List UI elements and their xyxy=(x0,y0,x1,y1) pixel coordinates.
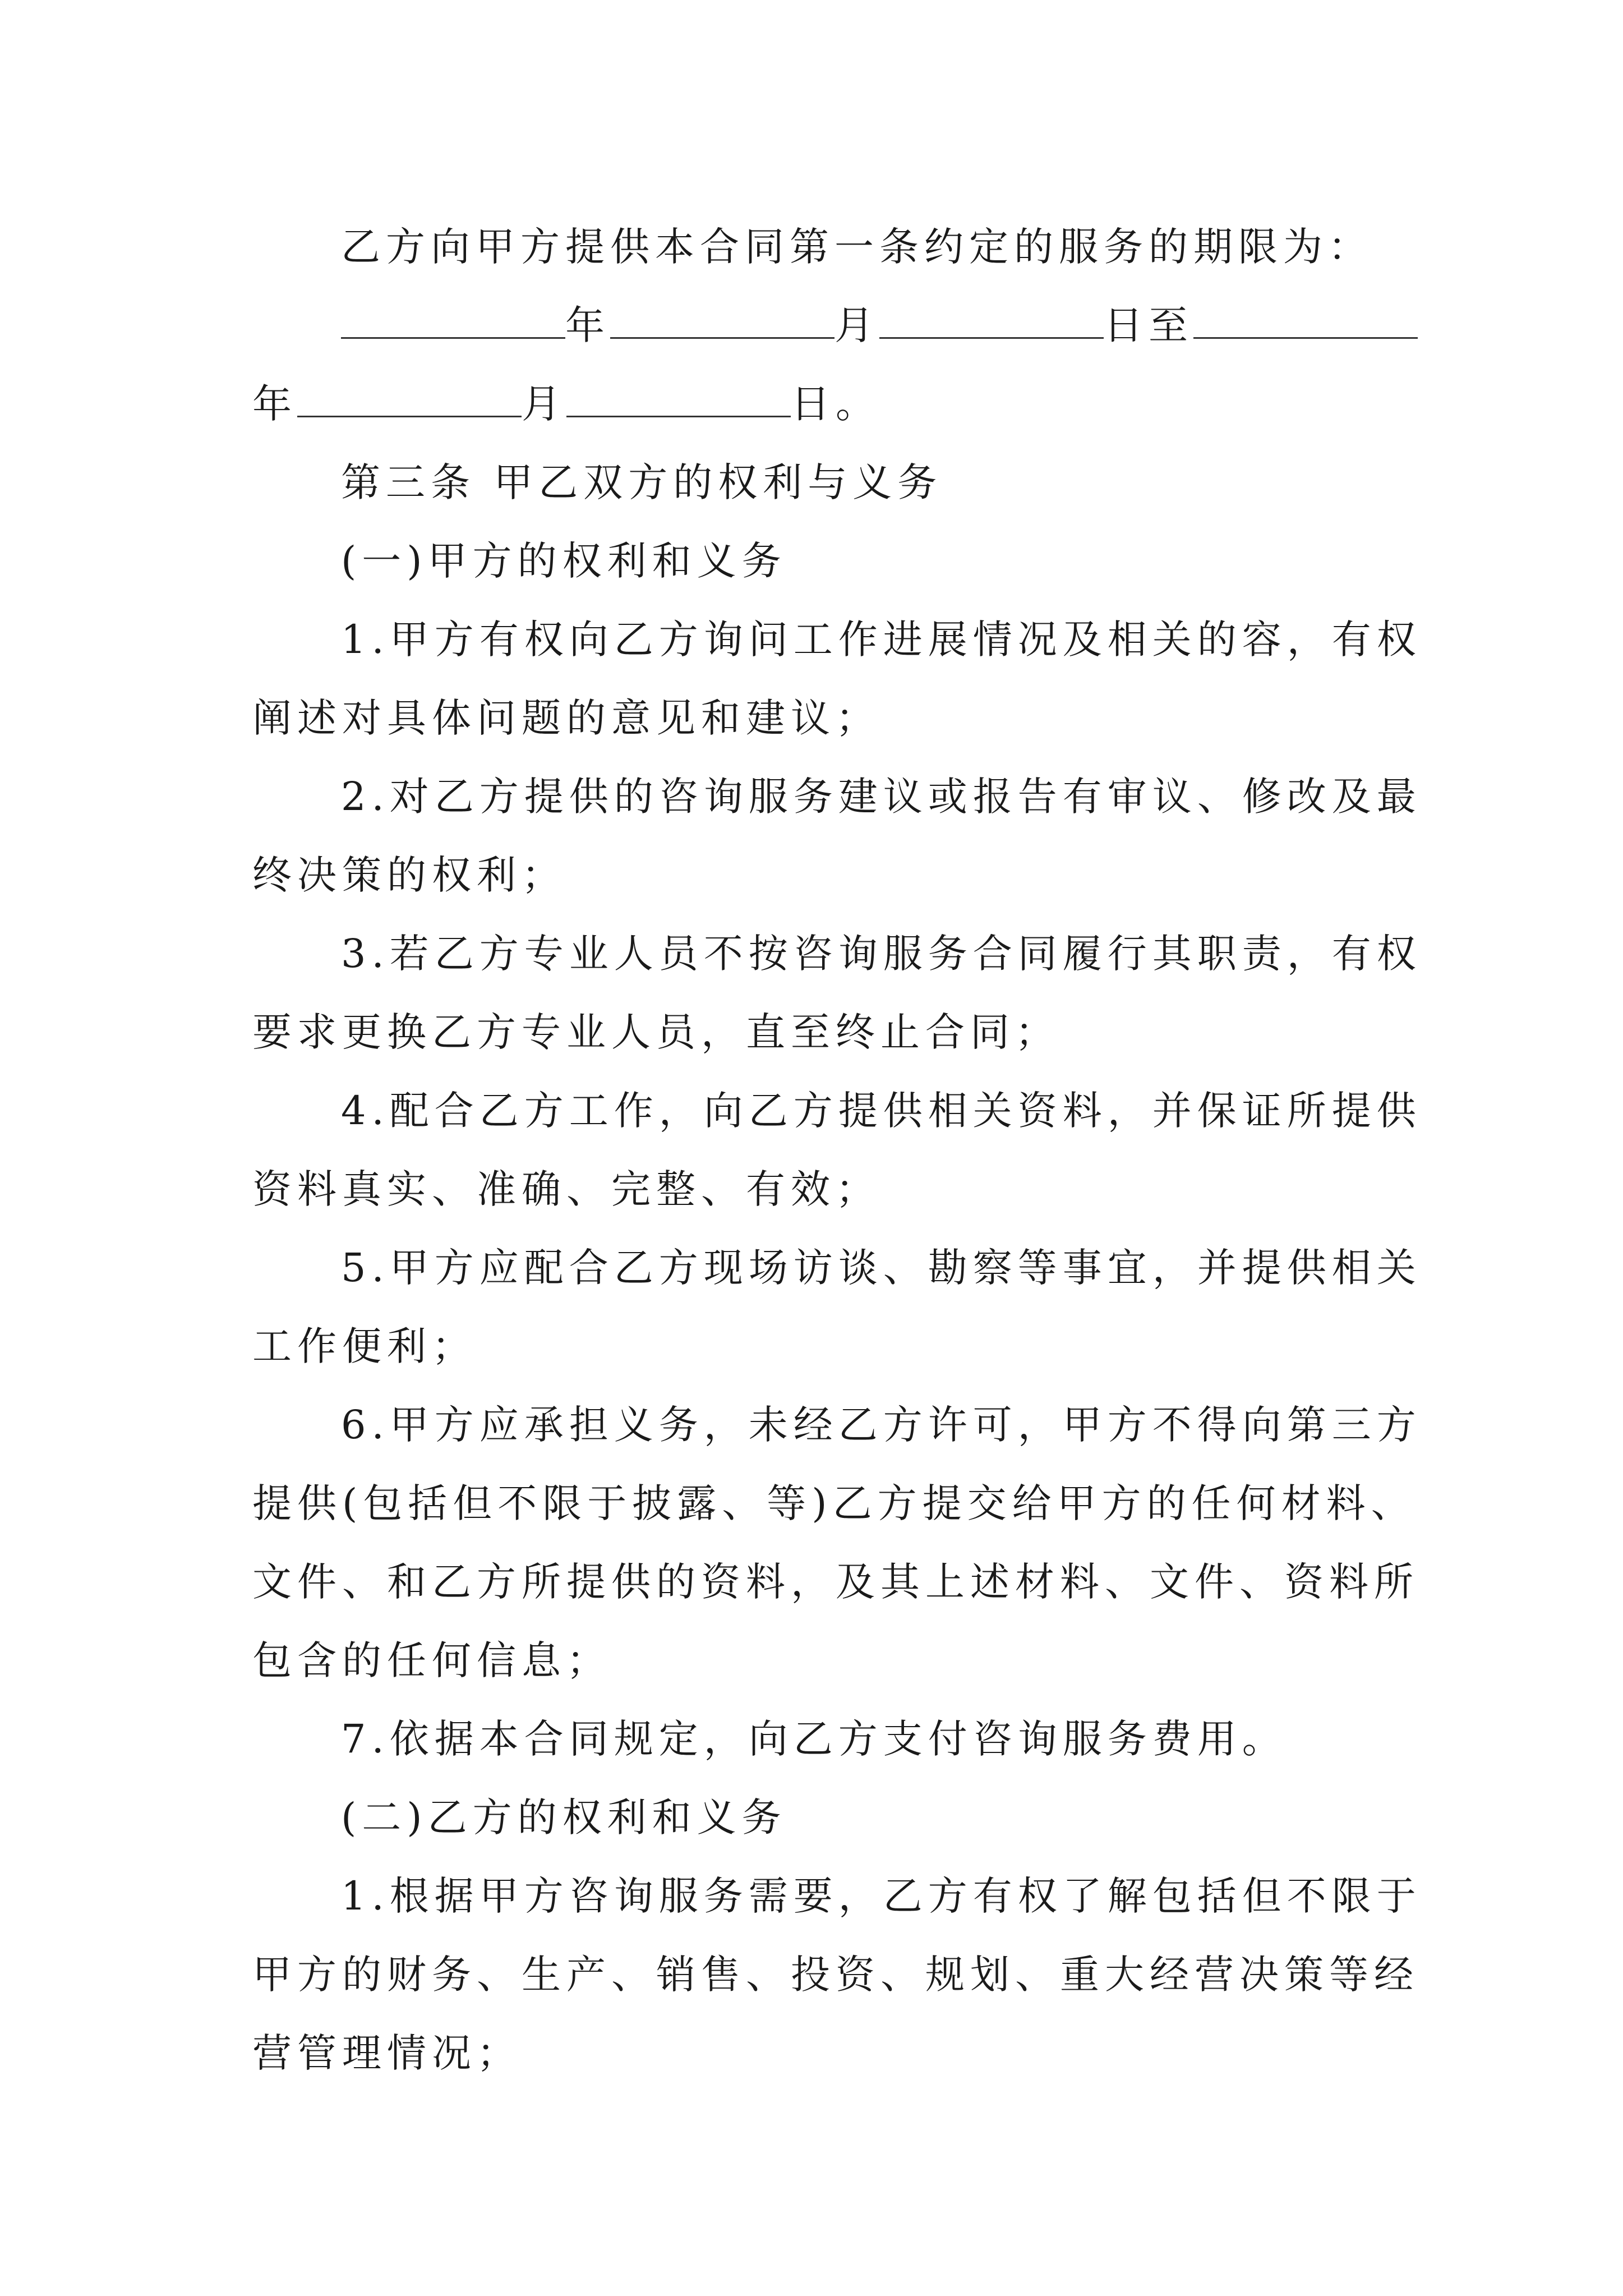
party-a-item-5-line-1: 5.甲方应配合乙方现场访谈、勘察等事宜，并提供相关 xyxy=(341,1245,1422,1291)
party-a-item-6-line-3: 文件、和乙方所提供的资料，及其上述材料、文件、资料所 xyxy=(252,1559,1419,1605)
year-label: 年 xyxy=(565,302,610,348)
party-a-item-5-line-2: 工作便利； xyxy=(252,1323,477,1369)
date-range-line-2 xyxy=(252,379,880,429)
party-a-item-1-line-1: 1.甲方有权向乙方询问工作进展情况及相关的容，有权 xyxy=(341,616,1422,662)
party-a-heading xyxy=(341,536,787,586)
end-day-label: 日。 xyxy=(791,381,880,427)
party-b-item-1-line-1: 1.根据甲方咨询服务需要，乙方有权了解包括但不限于 xyxy=(341,1873,1422,1919)
party-a-item-3-line-2: 要求更换乙方专业人员，直至终止合同； xyxy=(252,1009,1060,1055)
month-label: 月 xyxy=(834,302,879,348)
party-a-item-7-line-1: 7.依据本合同规定，向乙方支付咨询服务费用。 xyxy=(341,1716,1287,1762)
start-year-blank[interactable] xyxy=(341,305,565,339)
end-year-blank[interactable] xyxy=(1193,305,1418,339)
party-b-heading xyxy=(341,1792,787,1843)
year-label-2: 年 xyxy=(252,381,297,427)
party-a-item-6-line-1: 6.甲方应承担义务，未经乙方许可，甲方不得向第三方 xyxy=(341,1402,1422,1448)
party-a-item-3-line-1: 3.若乙方专业人员不按咨询服务合同履行其职责，有权 xyxy=(341,931,1422,977)
party-b-item-1-line-2: 甲方的财务、生产、销售、投资、规划、重大经营决策等经 xyxy=(252,1952,1419,1998)
end-month-blank[interactable] xyxy=(297,383,522,417)
article-3-title-text: 第三条 甲乙双方的权利与义务 xyxy=(341,459,943,505)
intro-line xyxy=(341,222,1373,272)
intro-text: 乙方向甲方提供本合同第一条约定的服务的期限为： xyxy=(341,224,1373,270)
party-a-heading-text: (一)甲方的权利和义务 xyxy=(341,538,787,584)
start-day-blank[interactable] xyxy=(879,305,1104,339)
to-label: 至 xyxy=(1149,302,1193,348)
party-a-item-1-line-2: 阐述对具体问题的意见和建议； xyxy=(252,695,880,741)
party-a-item-4-line-2: 资料真实、准确、完整、有效； xyxy=(252,1166,880,1212)
party-a-item-4-line-1: 4.配合乙方工作，向乙方提供相关资料，并保证所提供 xyxy=(341,1088,1422,1134)
party-a-item-2-line-2: 终决策的权利； xyxy=(252,852,566,898)
date-range-line-1 xyxy=(341,300,1418,351)
party-a-item-2-line-1: 2.对乙方提供的咨询服务建议或报告有审议、修改及最 xyxy=(341,774,1422,820)
party-b-item-1-line-3: 营管理情况； xyxy=(252,2030,522,2076)
article-3-title xyxy=(341,457,942,508)
month-label-2: 月 xyxy=(522,381,566,427)
start-month-blank[interactable] xyxy=(610,305,834,339)
day-label: 日 xyxy=(1104,302,1149,348)
end-day-blank[interactable] xyxy=(566,383,791,417)
party-a-item-6-line-2: 提供(包括但不限于披露、等)乙方提交给甲方的任何材料、 xyxy=(252,1480,1416,1526)
party-b-heading-text: (二)乙方的权利和义务 xyxy=(341,1795,787,1841)
party-a-item-6-line-4: 包含的任何信息； xyxy=(252,1637,611,1683)
